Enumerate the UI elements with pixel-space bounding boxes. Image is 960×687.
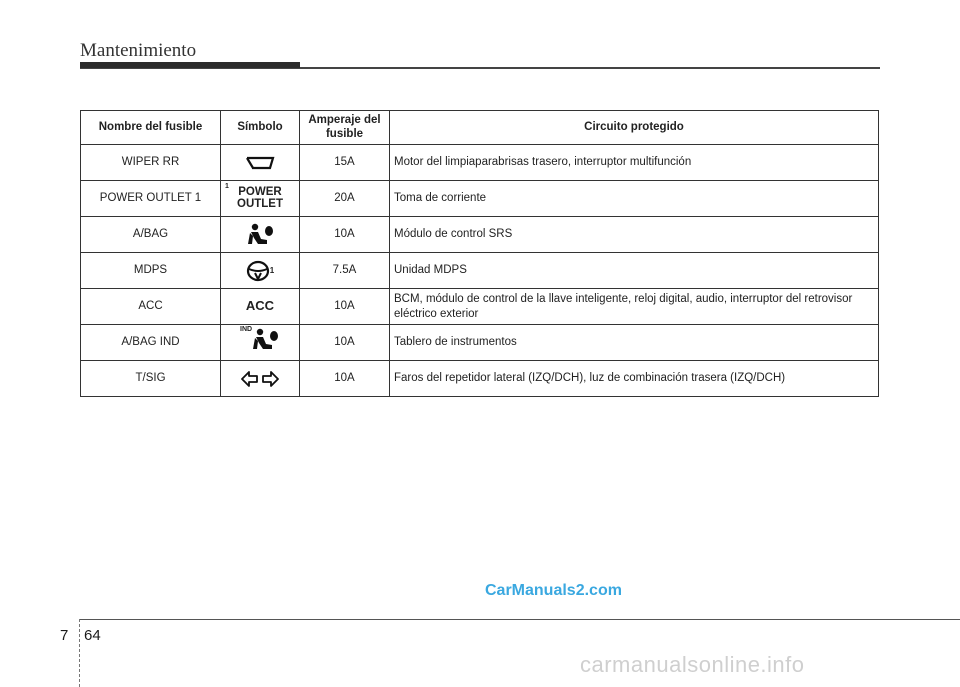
fuse-amperage: 15A (300, 145, 390, 181)
power-outlet-symbol: POWER OUTLET (237, 185, 283, 210)
fuse-table (80, 110, 879, 397)
table-row (81, 289, 879, 325)
fuse-circuit: Módulo de control SRS (390, 217, 879, 253)
fuse-amperage: 7.5A (300, 253, 390, 289)
table-row (81, 217, 879, 253)
airbag-indicator-icon (250, 328, 280, 352)
column-header-name: Nombre del fusible (81, 111, 221, 145)
turn-signal-icon (240, 370, 280, 388)
fuse-symbol (221, 325, 300, 361)
fuse-circuit: Tablero de instrumentos (390, 325, 879, 361)
fuse-amperage: 10A (300, 217, 390, 253)
fuse-symbol (221, 217, 300, 253)
table-header-row (81, 111, 879, 145)
steering-wheel-suffix: 1 (269, 265, 275, 275)
airbag-icon (245, 223, 275, 247)
fuse-name: ACC (81, 289, 221, 325)
table-row (81, 181, 879, 217)
section-title: Mantenimiento (80, 40, 197, 61)
fuse-name: A/BAG (81, 217, 221, 253)
fuse-amperage: 10A (300, 289, 390, 325)
watermark-link[interactable]: CarManuals2.com (485, 582, 622, 599)
table-row (81, 325, 879, 361)
footer-divider (79, 619, 80, 687)
column-header-symbol: Símbolo (221, 111, 300, 145)
acc-symbol: ACC (245, 298, 275, 314)
symbol-superscript: 1 (225, 182, 229, 190)
header-rule-accent (80, 62, 300, 68)
fuse-amperage: 10A (300, 361, 390, 397)
fuse-symbol (221, 181, 300, 217)
table-row (81, 253, 879, 289)
table-row (81, 145, 879, 181)
fuse-circuit: Motor del limpiaparabrisas trasero, interruptor multifunción (390, 145, 879, 181)
fuse-symbol (221, 361, 300, 397)
fuse-symbol (221, 289, 300, 325)
fuse-amperage: 10A (300, 325, 390, 361)
footer-rule (80, 619, 960, 620)
fuse-circuit: BCM, módulo de control de la llave inteligente, reloj digital, audio, interruptor del retrovisor eléctrico exterior (390, 289, 879, 325)
airbag-indicator-label: IND (240, 326, 253, 334)
fuse-amperage: 20A (300, 181, 390, 217)
site-watermark: carmanualsonline.info (580, 652, 805, 677)
fuse-circuit: Toma de corriente (390, 181, 879, 217)
fuse-name: MDPS (81, 253, 221, 289)
fuse-symbol (221, 145, 300, 181)
steering-wheel-icon (246, 260, 270, 282)
fuse-name: WIPER RR (81, 145, 221, 181)
column-header-circuit: Circuito protegido (390, 111, 879, 145)
table-row (81, 361, 879, 397)
chapter-number: 7 (60, 627, 69, 644)
fuse-name: A/BAG IND (81, 325, 221, 361)
column-header-amperage: Amperaje del fusible (300, 111, 390, 145)
fuse-circuit: Unidad MDPS (390, 253, 879, 289)
fuse-symbol (221, 253, 300, 289)
fuse-name: POWER OUTLET 1 (81, 181, 221, 217)
fuse-name: T/SIG (81, 361, 221, 397)
fuse-circuit: Faros del repetidor lateral (IZQ/DCH), luz de combinación trasera (IZQ/DCH) (390, 361, 879, 397)
page-number: 64 (84, 627, 101, 644)
wiper-rear-icon (244, 154, 276, 172)
